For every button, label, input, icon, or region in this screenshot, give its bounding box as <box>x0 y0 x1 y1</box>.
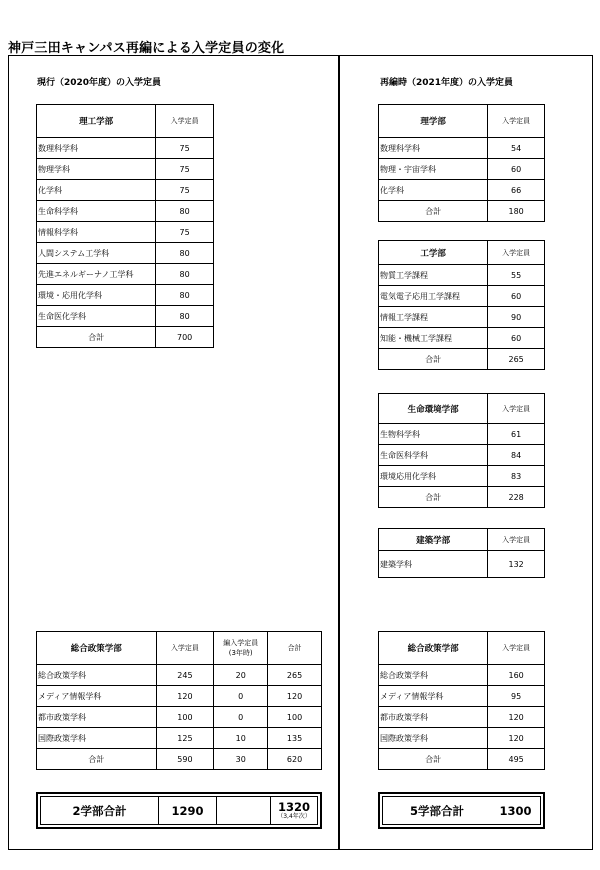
column-header: 入学定員 <box>156 105 214 138</box>
column-header: 入学定員 <box>488 529 545 551</box>
table-row: 生物科学科 61 <box>379 424 545 445</box>
table-new-policy <box>378 631 545 770</box>
table-row: 情報科学科 75 <box>37 222 214 243</box>
new-heading: 再編時（2021年度）の入学定員 <box>380 78 514 88</box>
column-header: 入学定員 <box>488 632 545 665</box>
table-row: 電気電子応用工学課程 60 <box>379 286 545 307</box>
table-row: 生命医化学科 80 <box>37 306 214 327</box>
sum-value: 1300 <box>499 803 532 818</box>
total-row: 合計 228 <box>379 487 545 508</box>
column-header: 合計 <box>268 632 322 665</box>
sum-label: 5学部合計 <box>409 803 464 818</box>
table-row: 物質工学課程 55 <box>379 265 545 286</box>
total-row: 合計 590 30 620 <box>37 749 322 770</box>
column-header-transfer: 編入学定員 (3年時) <box>214 632 268 665</box>
current-sum-box <box>36 792 322 829</box>
page-title: 神戸三田キャンパス再編による入学定員の変化 <box>8 41 285 56</box>
table-row: メディア情報学科 120 0 120 <box>37 686 322 707</box>
column-header: 入学定員 <box>488 394 545 424</box>
total-row: 合計 180 <box>379 201 545 222</box>
table-header: 理工学部 <box>37 105 156 138</box>
table-row: 情報工学課程 90 <box>379 307 545 328</box>
total-row: 合計 700 <box>37 327 214 348</box>
table-row: 物理学科 75 <box>37 159 214 180</box>
table-row: 国際政策学科 125 10 135 <box>37 728 322 749</box>
table-row: メディア情報学科 95 <box>379 686 545 707</box>
table-new-science <box>378 104 545 222</box>
sum-empty-cell <box>217 797 271 824</box>
table-row: 先進エネルギーナノ工学科 80 <box>37 264 214 285</box>
sum-value-with-transfer: 1320 （3,4年次） <box>277 799 311 820</box>
table-row: 人間システム工学科 80 <box>37 243 214 264</box>
table-header: 理学部 <box>379 105 488 138</box>
table-row: 化学科 66 <box>379 180 545 201</box>
table-row: 知能・機械工学課程 60 <box>379 328 545 349</box>
table-header: 建築学部 <box>379 529 488 551</box>
table-header: 生命環境学部 <box>379 394 488 424</box>
new-sum-box <box>378 792 545 829</box>
current-heading: 現行（2020年度）の入学定員 <box>37 78 162 88</box>
table-row: 数理科学科 75 <box>37 138 214 159</box>
table-row: 生命科学科 80 <box>37 201 214 222</box>
column-header: 入学定員 <box>488 105 545 138</box>
table-row: 国際政策学科 120 <box>379 728 545 749</box>
table-row: 化学科 75 <box>37 180 214 201</box>
table-current-policy <box>36 631 322 770</box>
table-new-architecture <box>378 528 545 578</box>
table-row: 総合政策学科 245 20 265 <box>37 665 322 686</box>
table-new-bio-environment <box>378 393 545 508</box>
table-row: 数理科学科 54 <box>379 138 545 159</box>
table-header: 総合政策学部 <box>379 632 488 665</box>
table-header: 総合政策学部 <box>37 632 157 665</box>
total-row: 合計 265 <box>379 349 545 370</box>
sum-value: 1290 <box>159 797 217 824</box>
column-divider <box>338 55 340 850</box>
table-row: 都市政策学科 100 0 100 <box>37 707 322 728</box>
total-row: 合計 495 <box>379 749 545 770</box>
column-header: 入学定員 <box>156 632 214 665</box>
table-header: 工学部 <box>379 241 488 265</box>
table-row: 環境・応用化学科 80 <box>37 285 214 306</box>
table-new-engineering <box>378 240 545 370</box>
table-row: 総合政策学科 160 <box>379 665 545 686</box>
table-row: 都市政策学科 120 <box>379 707 545 728</box>
table-row: 環境応用化学科 83 <box>379 466 545 487</box>
table-row: 物理・宇宙学科 60 <box>379 159 545 180</box>
column-header: 入学定員 <box>488 241 545 265</box>
table-row: 生命医科学科 84 <box>379 445 545 466</box>
table-row: 建築学科 132 <box>379 551 545 578</box>
table-current-science-engineering <box>36 104 214 348</box>
sum-label: 2学部合計 <box>41 797 159 824</box>
